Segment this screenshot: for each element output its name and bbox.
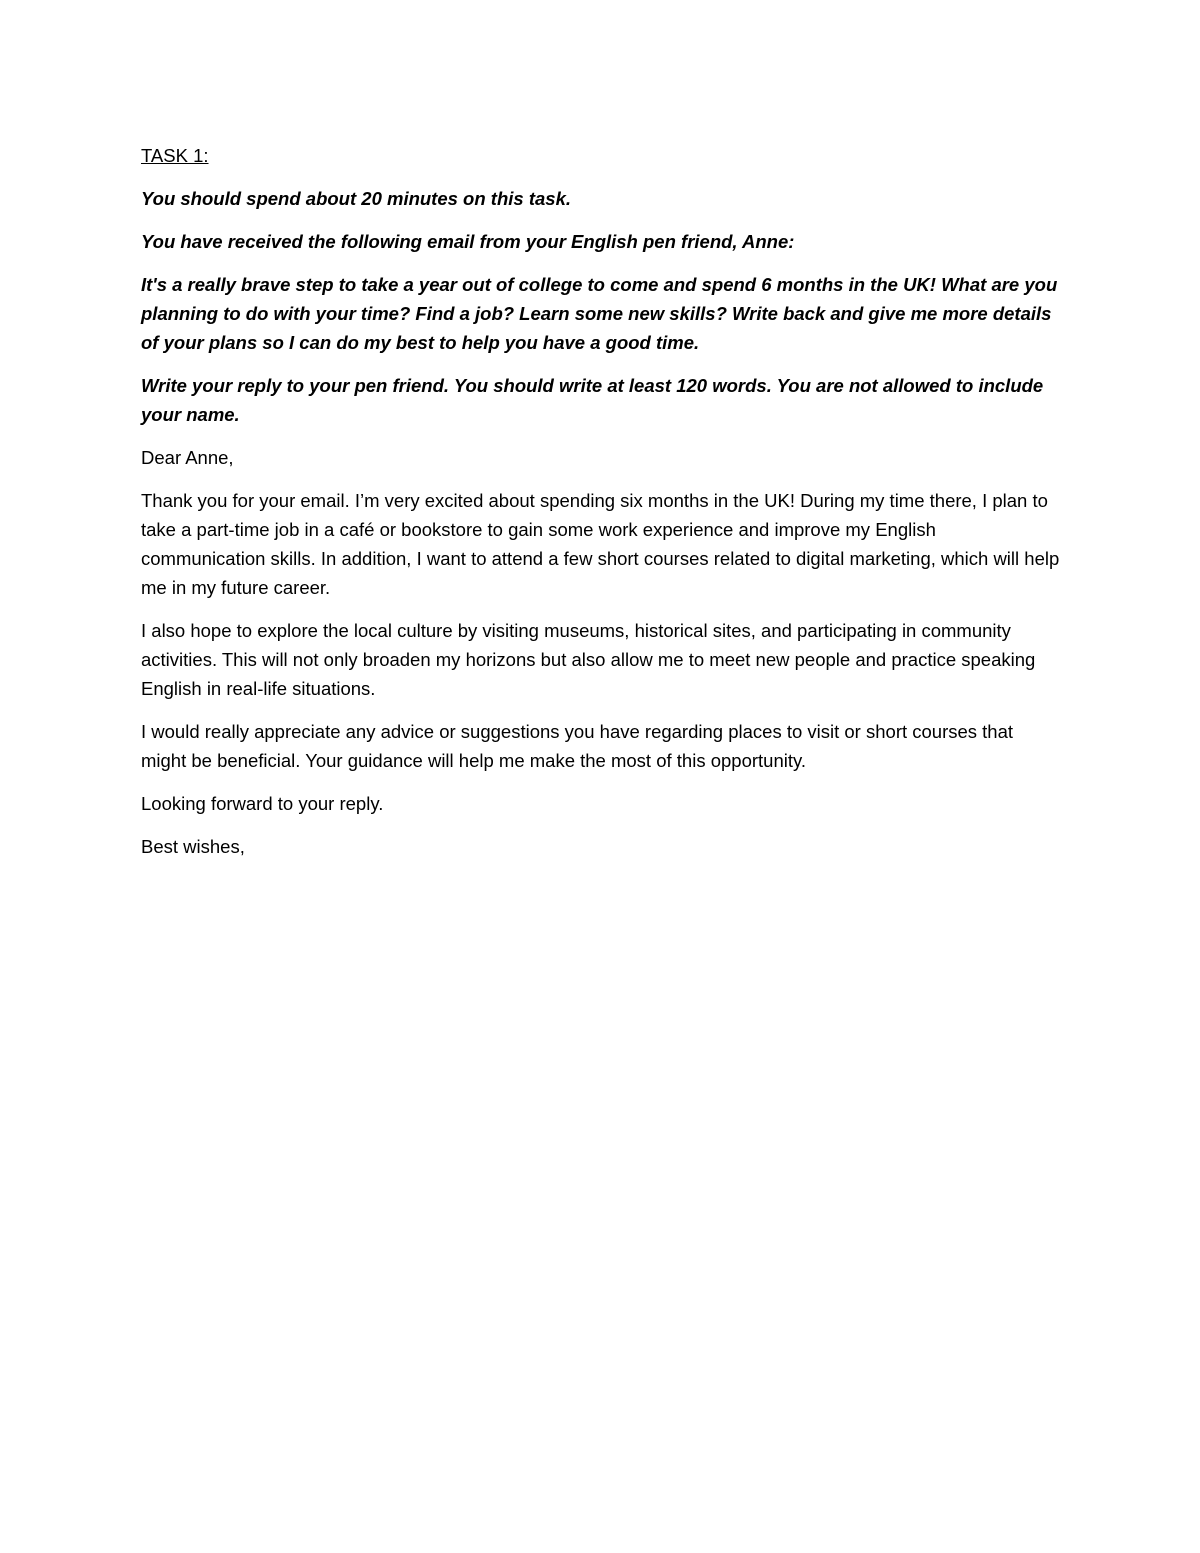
letter-greeting: Dear Anne, [141, 447, 234, 468]
task-intro: You have received the following email from your English pen friend, Anne: [141, 231, 795, 252]
letter-closing-line: Looking forward to your reply. [141, 793, 384, 814]
task-instruction: Write your reply to your pen friend. You should write at least 120 words. You are not allowed to include your name. [141, 375, 1044, 425]
time-note: You should spend about 20 minutes on this task. [141, 188, 571, 209]
letter-paragraph-2: I also hope to explore the local culture by visiting museums, historical sites, and participating in community activities. This will not only broaden my horizons but also allow me to meet new people and practice speaking English in real-life situations. [141, 620, 1036, 699]
pen-friend-email: It's a really brave step to take a year out of college to come and spend 6 months in the UK! What are you planning to do with your time? Find a job? Learn some new skills? Write back and give me more details of your plans so I can do my best to help you have a good time. [141, 274, 1058, 353]
task-heading: TASK 1: [141, 145, 209, 166]
document-body [141, 141, 1061, 875]
letter-paragraph-1: Thank you for your email. I’m very excited about spending six months in the UK! During my time there, I plan to take a part-time job in a café or bookstore to gain some work experience and improve my English communication skills. In addition, I want to attend a few short courses related to digital marketing, which will help me in my future career. [141, 490, 1060, 598]
letter-sign-off: Best wishes, [141, 836, 245, 857]
letter-paragraph-3: I would really appreciate any advice or suggestions you have regarding places to visit or short courses that might be beneficial. Your guidance will help me make the most of this opportunity. [141, 721, 1014, 771]
